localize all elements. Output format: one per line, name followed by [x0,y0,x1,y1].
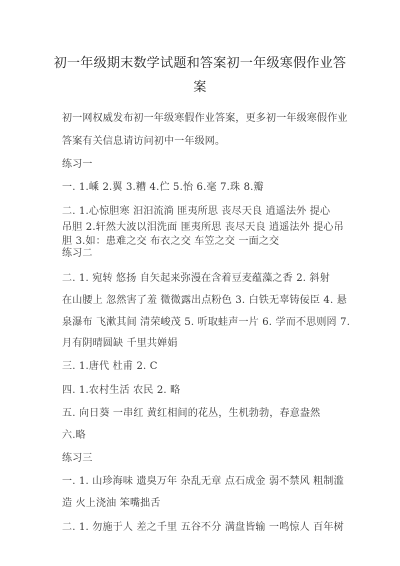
answer-line: 二. 1.心惊胆寒 汩汩流淌 匪夷所思 丧尽天良 逍遥法外 提心 [62,206,331,217]
section-heading-exercise-1: 练习一 [62,159,93,170]
answer-line: 造 火上浇油 笨嘴拙舌 [62,498,161,509]
answer-line: 月有阴晴圆缺 千里共婵娟 [62,338,178,349]
intro-line-1: 初一网权威发布初一年级寒假作业答案，更多初一年级寒假作业 [62,113,348,124]
document-title: 初一年级期末数学试题和答案初一年级寒假作业答案 [53,56,347,95]
answer-line: 二. 1. 宛转 悠扬 自矢起来弥漫在含着豆麦蕴藻之香 2. 斜射 [62,273,330,284]
answer-line: 四. 1.农村生活 农民 2. 略 [62,385,181,396]
intro-line-2: 答案有关信息请访问初中一年级网。 [62,136,226,147]
answer-line: 一. 1.嵊 2.翼 3.糟 4.伫 5.怡 6.毫 7.珠 8.瓣 [62,182,264,193]
answer-line: 一. 1. 山珍海味 遗臭万年 杂乱无章 点石成金 弱不禁风 粗制滥 [62,476,344,487]
answer-line: 二. 1. 勿施于人 差之千里 五谷不分 满盘皆输 一鸣惊人 百年树 [62,522,344,533]
answer-line: 在山腰上 忽然害了羞 微微露出点粉色 3. 白铁无辜铸佞臣 4. 悬 [62,295,347,306]
answer-line: 吊胆 2.轩然大波以泪洗面 匪夷所思 丧尽天良 逍遥法外 提心吊胆 3.如：患难之交 布衣之交 车笠之交 一面之交 [62,222,344,247]
answer-line: 六.略 [62,430,86,441]
section-heading-exercise-3: 练习三 [62,453,93,464]
answer-line: 泉瀑布 飞漱其间 清荣峻茂 5. 听取蛙声一片 6. 学而不思则罔 7. [62,317,351,328]
answer-line: 五. 向日葵 一串红 黄红相间的花丛，生机勃勃，春意盎然 [62,408,321,419]
section-heading-exercise-2: 练习二 [62,248,93,259]
answer-line: 三. 1.唐代 杜甫 2. C [62,361,158,372]
